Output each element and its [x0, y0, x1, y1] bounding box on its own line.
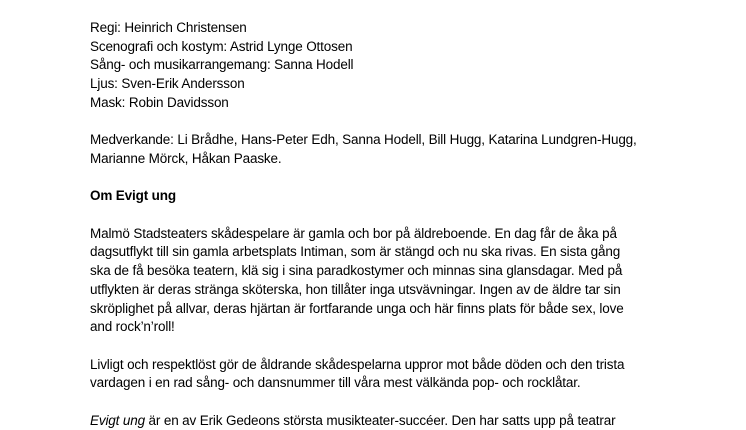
- paragraph-gedeon: [90, 412, 710, 430]
- credit-director: Regi: Heinrich Christensen: [90, 20, 247, 35]
- paragraph-line: dagsutflykt till sin gamla arbetsplats Intiman, som är stängd och nu ska rivas. En sista gång: [90, 244, 621, 260]
- paragraph-line: and rock’n’roll!: [90, 319, 175, 335]
- cast-paragraph: [90, 131, 710, 168]
- paragraph-line: skröplighet på allvar, deras hjärtan är fortfarande unga och här finns plats för både sex, love: [90, 300, 624, 316]
- paragraph-line: vardagen i en rad sång- och dansnummer till våra mest välkända pop- och rocklåtar.: [90, 375, 581, 391]
- paragraph-line: utflykten är deras stränga sköterska, hon tillåter inga utsvävningar. Ingen av de äldre tar sin: [90, 281, 621, 297]
- paragraph-line: Livligt och respektlöst gör de åldrande skådespelarna uppror mot både döden och den trista: [90, 356, 625, 372]
- paragraph-line: Malmö Stadsteaters skådespelare är gamla och bor på äldreboende. En dag får de åka på: [90, 225, 617, 241]
- paragraph-text: är en av Erik Gedeons största musikteater-succéer. Den har satts upp på teatrar: [144, 412, 616, 428]
- spacer: [90, 393, 710, 412]
- credit-music: Sång- och musikarrangemang: Sanna Hodell: [90, 57, 354, 73]
- show-title-italic: Evigt ung: [90, 412, 145, 428]
- spacer: [90, 206, 710, 225]
- credit-scenography: Scenografi och kostym: Astrid Lynge Ottosen: [90, 38, 353, 54]
- paragraph-rebellion: [90, 356, 710, 393]
- cast-line: Marianne Mörck, Håkan Paaske.: [90, 150, 282, 166]
- spacer: [90, 113, 710, 132]
- paragraph-line: ska de få besöka teatern, klä sig i sina paradkostymer och minnas sina glansdagar. Med på: [90, 263, 623, 279]
- credit-makeup: Mask: Robin Davidsson: [90, 94, 229, 110]
- spacer: [90, 337, 710, 356]
- paragraph-line: [90, 412, 710, 430]
- paragraph-synopsis: [90, 225, 710, 337]
- section-heading: Om Evigt ung: [90, 188, 176, 204]
- cast-line: Medverkande: Li Brådhe, Hans-Peter Edh, Sanna Hodell, Bill Hugg, Katarina Lundgren-Hugg,: [90, 132, 637, 148]
- spacer: [90, 169, 710, 188]
- credits-block: [90, 19, 710, 113]
- document-page: [90, 19, 710, 430]
- credit-lighting: Ljus: Sven-Erik Andersson: [90, 76, 245, 92]
